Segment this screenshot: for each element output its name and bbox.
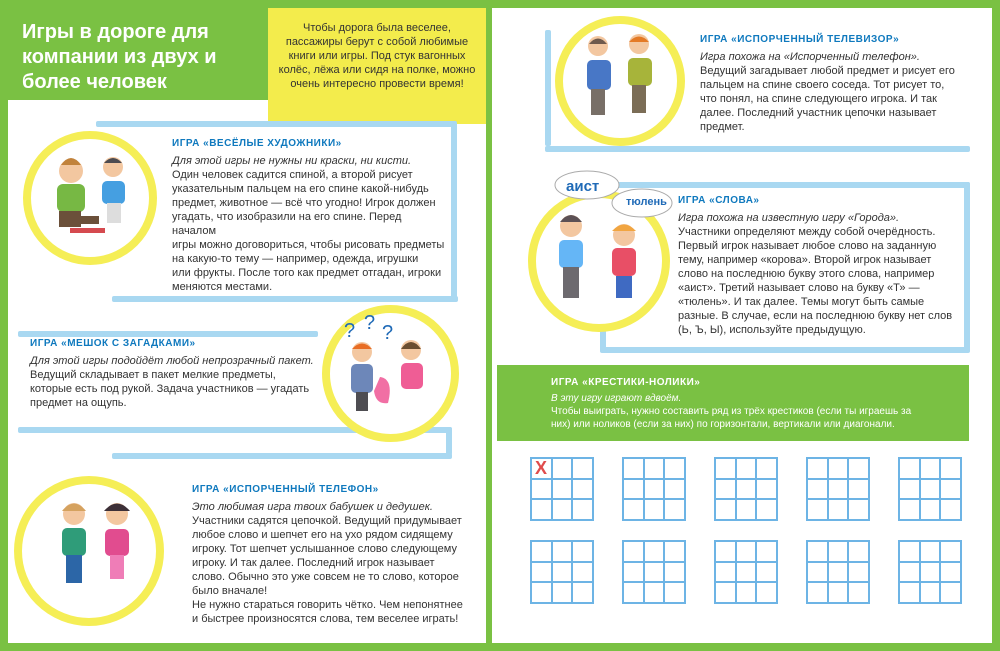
bubble-word-aist: аист [566, 178, 600, 195]
game-text-bag: Для этой игры подойдёт любой непрозрачный пакет. Ведущий складывает в пакет мелкие предметы, которые есть под рукой. Задача участников — угадать предмет на ощупь. [30, 355, 314, 409]
game-text-words: Игра похожа на известную игру «Города». Участники определяют между собой очерёдность. Первый игрок называет любое слово на заданную тему, например «корова». Второй игрок называет слово на последнюю букву этого слова, например «аист». Третий называет слово на букву «Т» — «тюлень». И так далее. Темы могут быть самые разные. В случае, если на последнюю букву нет слов (Ь, Ъ, Ы), используйте предыдущую. [678, 212, 953, 336]
svg-text:?: ? [364, 312, 376, 334]
tictactoe-grid-8[interactable] [714, 540, 778, 604]
game-text-artists: Для этой игры не нужны ни краски, ни кисти. Один человек садится спиной, а второй рисует указательным пальцем на его спине какой-нибудь предмет, животное — всё что угодно! Игрок должен угадать, что изобразили на его спине. Перед началом игры можно договориться, чтобы рисовать предметы на какую-то тему — например, одежда, игрушки или фрукты. После того как предмет отгадан, игроки меняются местами. [172, 155, 445, 293]
page-number-left: 28 [12, 627, 28, 643]
tictactoe-grid-9[interactable] [806, 540, 870, 604]
rule-2-top [18, 331, 318, 337]
page-heading: Игры в дороге для компании из двух и более человек [22, 21, 217, 93]
tictactoe-grid-10[interactable] [898, 540, 962, 604]
svg-text:?: ? [382, 322, 394, 344]
tictactoe-grid-1[interactable] [530, 457, 594, 521]
rule-1 [96, 121, 456, 127]
rule-r2-bottom [600, 347, 970, 353]
game-text-tictactoe: В эту игру играют вдвоём. Чтобы выиграть, нужно составить ряд из трёх крестиков (если ты играешь за них) или ноликов (если за них) по горизонтали, вертикали или диагонали. [551, 393, 912, 430]
tictactoe-grid-4[interactable] [806, 457, 870, 521]
game-title-words: ИГРА «СЛОВА» [678, 195, 760, 206]
phone-illustration [14, 476, 164, 626]
game-text-phone: Это любимая игра твоих бабушек и дедушек. Участники садятся цепочкой. Ведущий придумывает любое слово и шепчет его на ухо рядом сидящему игроку. Тот шепчет услышанное слово следующему игроку. И так далее. Последний игрок называет слово. Обычно это уже совсем не то слово, которое было вначале! Не нужно стараться говорить чётко. Чем непонятнее и быстрее произносятся слова, тем веселее играть! [192, 501, 463, 625]
intro-text: Чтобы дорога была веселее, пассажиры берут с собой любимые книги или игры. Под стук вагонных колёс, лёжа или сидя на полке, можно очень интересно провести время! [278, 22, 476, 90]
rule-r1-left [545, 30, 551, 146]
tictactoe-grid-3[interactable] [714, 457, 778, 521]
tictactoe-grid-7[interactable] [622, 540, 686, 604]
page-number-right: 29 [970, 627, 986, 643]
game-title-bag: ИГРА «МЕШОК С ЗАГАДКАМИ» [30, 338, 196, 349]
artists-illustration [23, 131, 157, 265]
bag-illustration [322, 305, 459, 442]
rule-1-right [451, 121, 457, 299]
game-text-tv: Игра похожа на «Испорченный телефон». Ведущий загадывает любой предмет и рисует его пальцем на спине своего соседа. Тот рисует то, что понял, на спине следующего игрока. И так далее. Последний участник цепочки называет предмет. [700, 51, 955, 133]
tictactoe-grid-2[interactable] [622, 457, 686, 521]
tictactoe-grid-5[interactable] [898, 457, 962, 521]
rule-r2-right [964, 182, 970, 352]
game-title-artists: ИГРА «ВЕСЁЛЫЕ ХУДОЖНИКИ» [172, 138, 342, 149]
game-title-phone: ИГРА «ИСПОРЧЕННЫЙ ТЕЛЕФОН» [192, 484, 379, 495]
bubble-word-tyulen: тюлень [626, 196, 667, 208]
rule-3-top [112, 453, 452, 459]
x-mark: X [535, 458, 548, 478]
rule-1-bottom [112, 296, 458, 302]
game-title-tv: ИГРА «ИСПОРЧЕННЫЙ ТЕЛЕВИЗОР» [700, 34, 900, 45]
svg-text:?: ? [344, 320, 356, 342]
tictactoe-grid-6[interactable] [530, 540, 594, 604]
tv-illustration [555, 16, 685, 146]
rule-r1-bottom [545, 146, 970, 152]
game-title-tictactoe: ИГРА «КРЕСТИКИ-НОЛИКИ» [551, 377, 701, 388]
